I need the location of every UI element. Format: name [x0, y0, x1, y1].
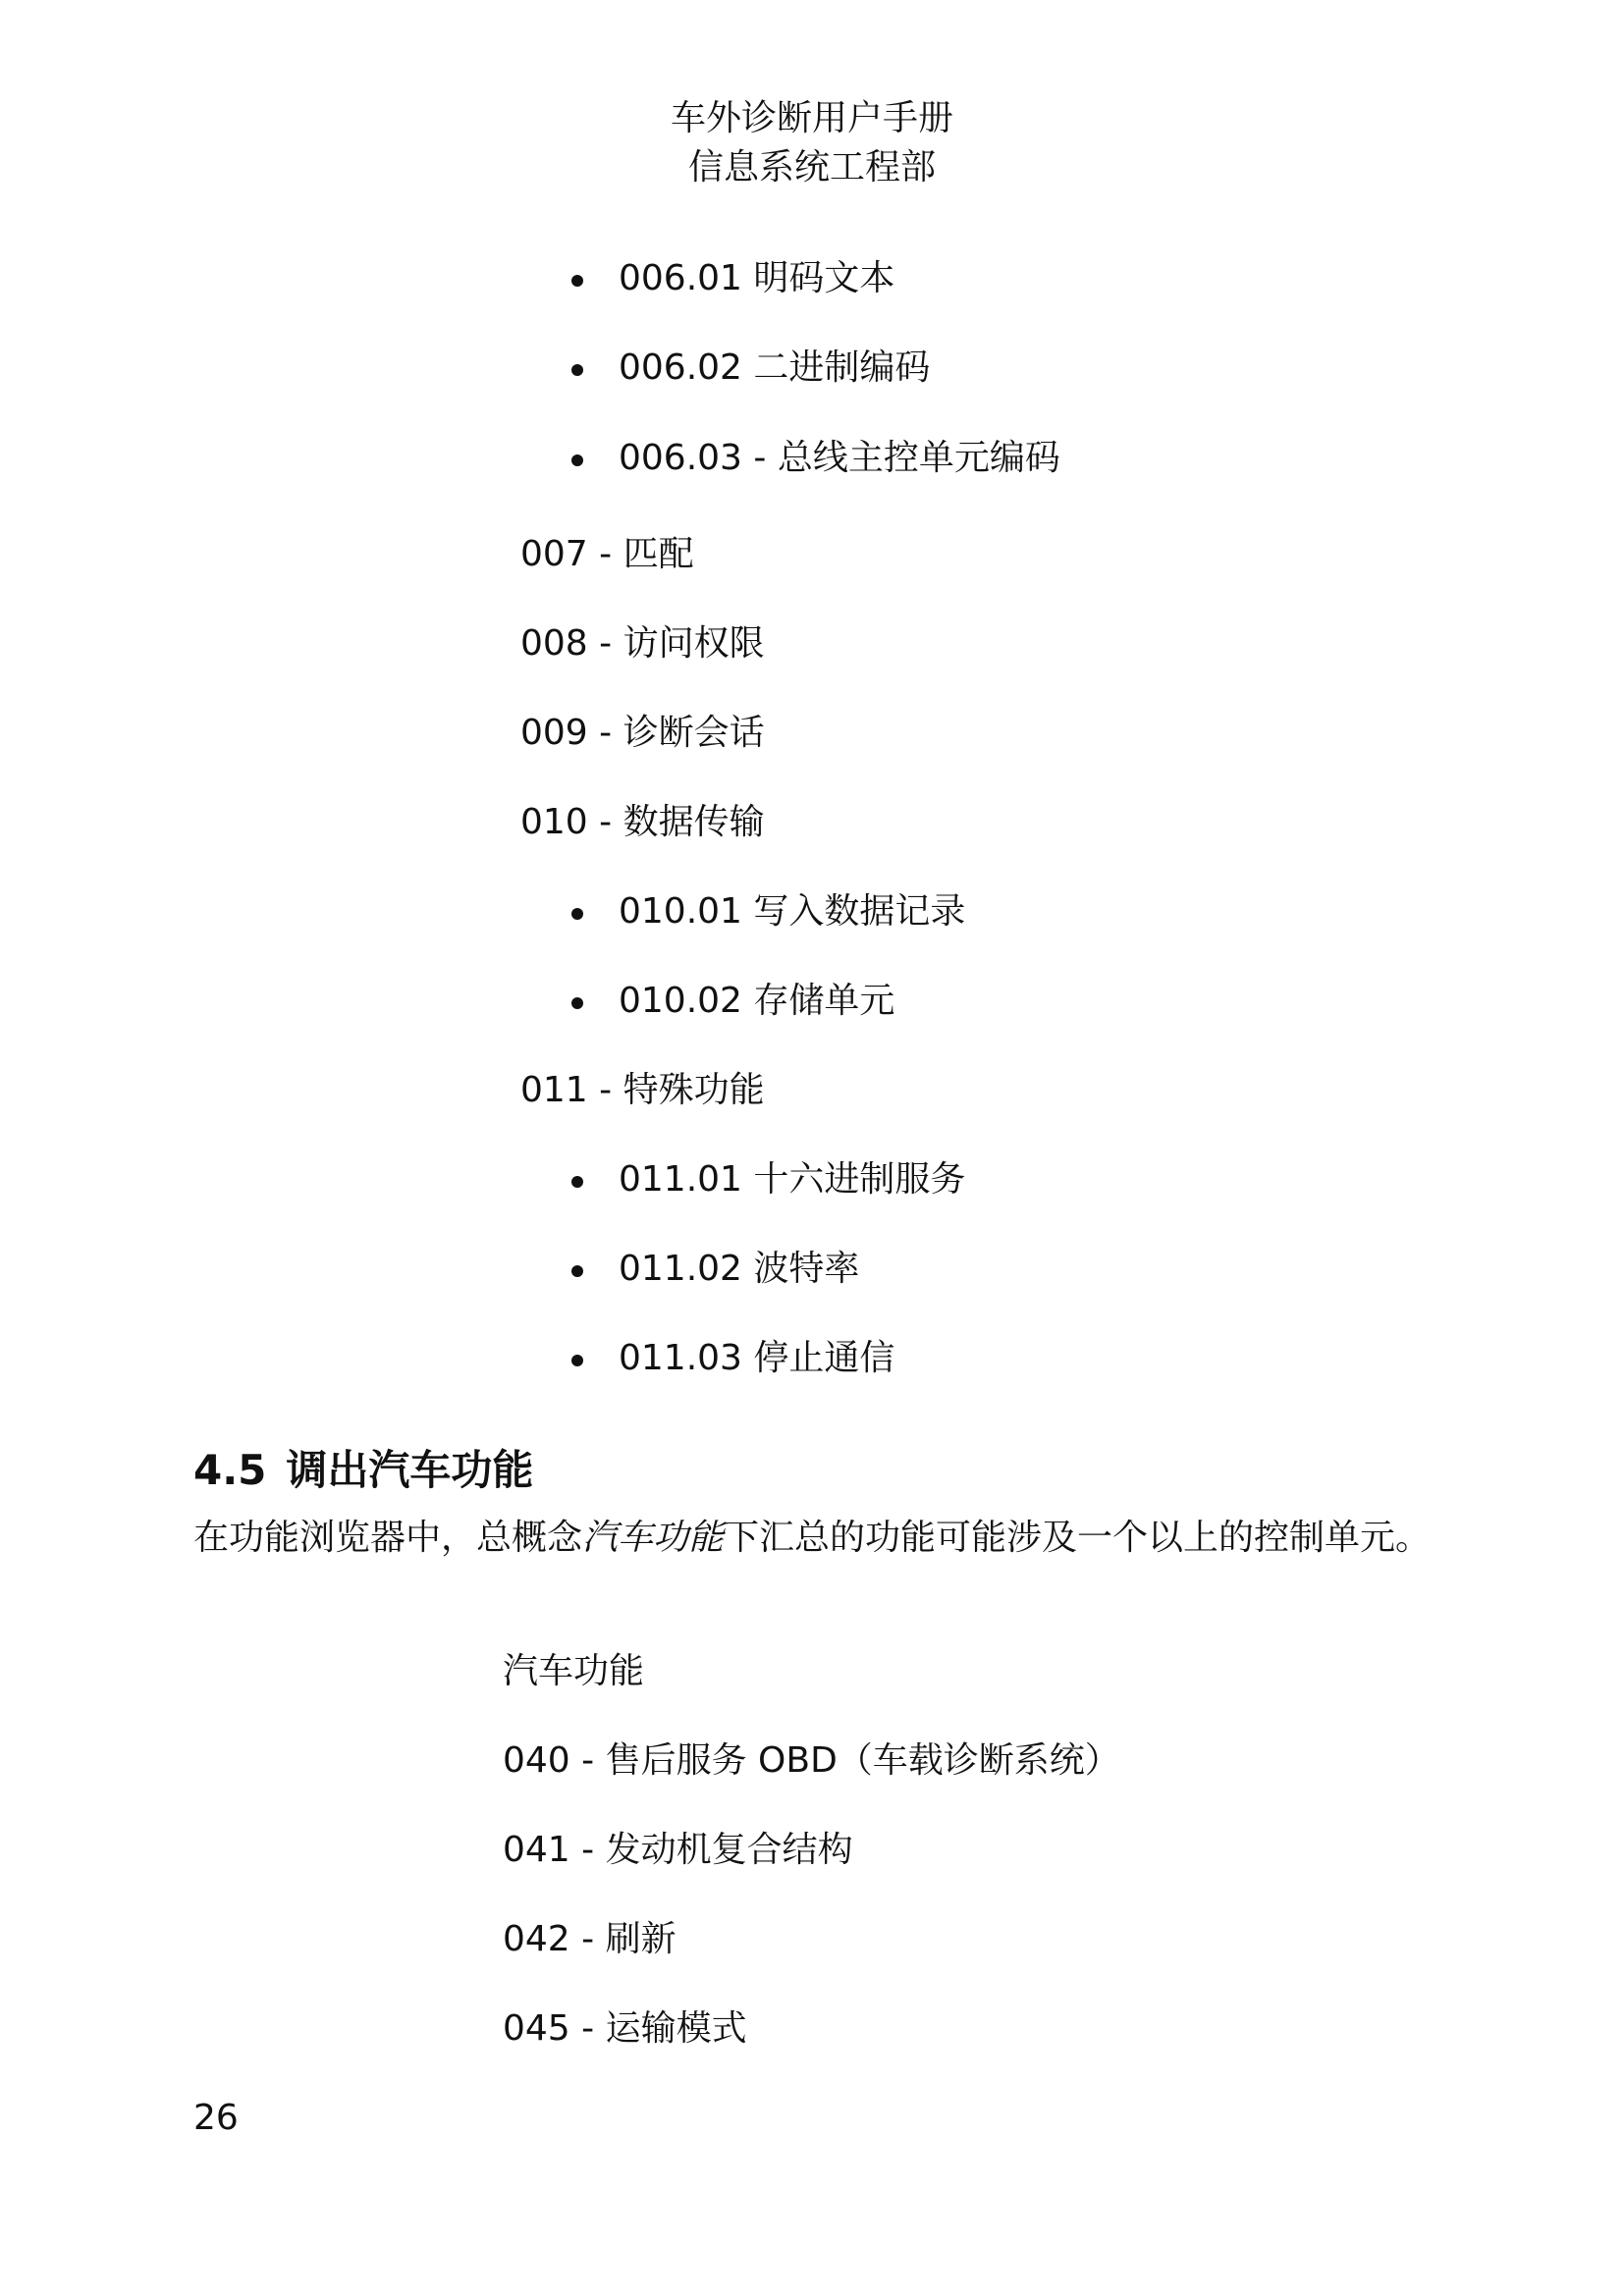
bullet-icon: [571, 997, 583, 1009]
body-paragraph: [193, 1514, 1440, 1563]
list-item: 010 - 数据传输: [520, 802, 765, 842]
list-item-text: 006.01 明码文本: [619, 258, 895, 298]
bullet-icon: [571, 1176, 583, 1188]
list-item: 042 - 刷新: [503, 1919, 677, 1959]
list-item: 011 - 特殊功能: [520, 1070, 765, 1110]
list-item: 041 - 发动机复合结构: [503, 1830, 853, 1870]
list-item: 007 - 匹配: [520, 534, 694, 574]
bullet-icon: [571, 908, 583, 920]
list-item: 008 - 访问权限: [520, 623, 765, 664]
section-title: 调出汽车功能: [286, 1446, 534, 1494]
bullet-icon: [571, 454, 583, 466]
list-item-text: 006.02 二进制编码: [619, 347, 931, 388]
list-item-text: 010.02 存储单元: [619, 981, 895, 1021]
list-item-text: 011.01 十六进制服务: [619, 1159, 966, 1200]
paragraph-text: 在功能浏览器中，总概念: [193, 1518, 583, 1558]
list-item: 汽车功能: [503, 1651, 645, 1691]
section-heading: [193, 1443, 533, 1498]
bullet-icon: [571, 364, 583, 376]
list-item-text: 011.03 停止通信: [619, 1338, 895, 1378]
document-title: 车外诊断用户手册: [670, 98, 953, 138]
list-item: 009 - 诊断会话: [520, 713, 765, 753]
section-number: 4.5: [193, 1446, 267, 1494]
paragraph-text: 下汇总的功能可能涉及一个以上的控制单元。: [724, 1518, 1432, 1558]
department-name: 信息系统工程部: [687, 147, 936, 187]
list-item-text: 010.01 写入数据记录: [619, 891, 966, 932]
bullet-icon: [571, 1265, 583, 1277]
page-number: 26: [193, 2098, 239, 2138]
emphasized-term: 汽车功能: [582, 1518, 725, 1558]
list-item: 045 - 运输模式: [503, 2008, 747, 2049]
bullet-icon: [571, 1355, 583, 1366]
list-item-text: 011.02 波特率: [619, 1249, 860, 1289]
list-item-text: 006.03 - 总线主控单元编码: [619, 438, 1060, 478]
list-item: 040 - 售后服务 OBD（车载诊断系统）: [503, 1740, 1120, 1781]
bullet-icon: [571, 275, 583, 287]
